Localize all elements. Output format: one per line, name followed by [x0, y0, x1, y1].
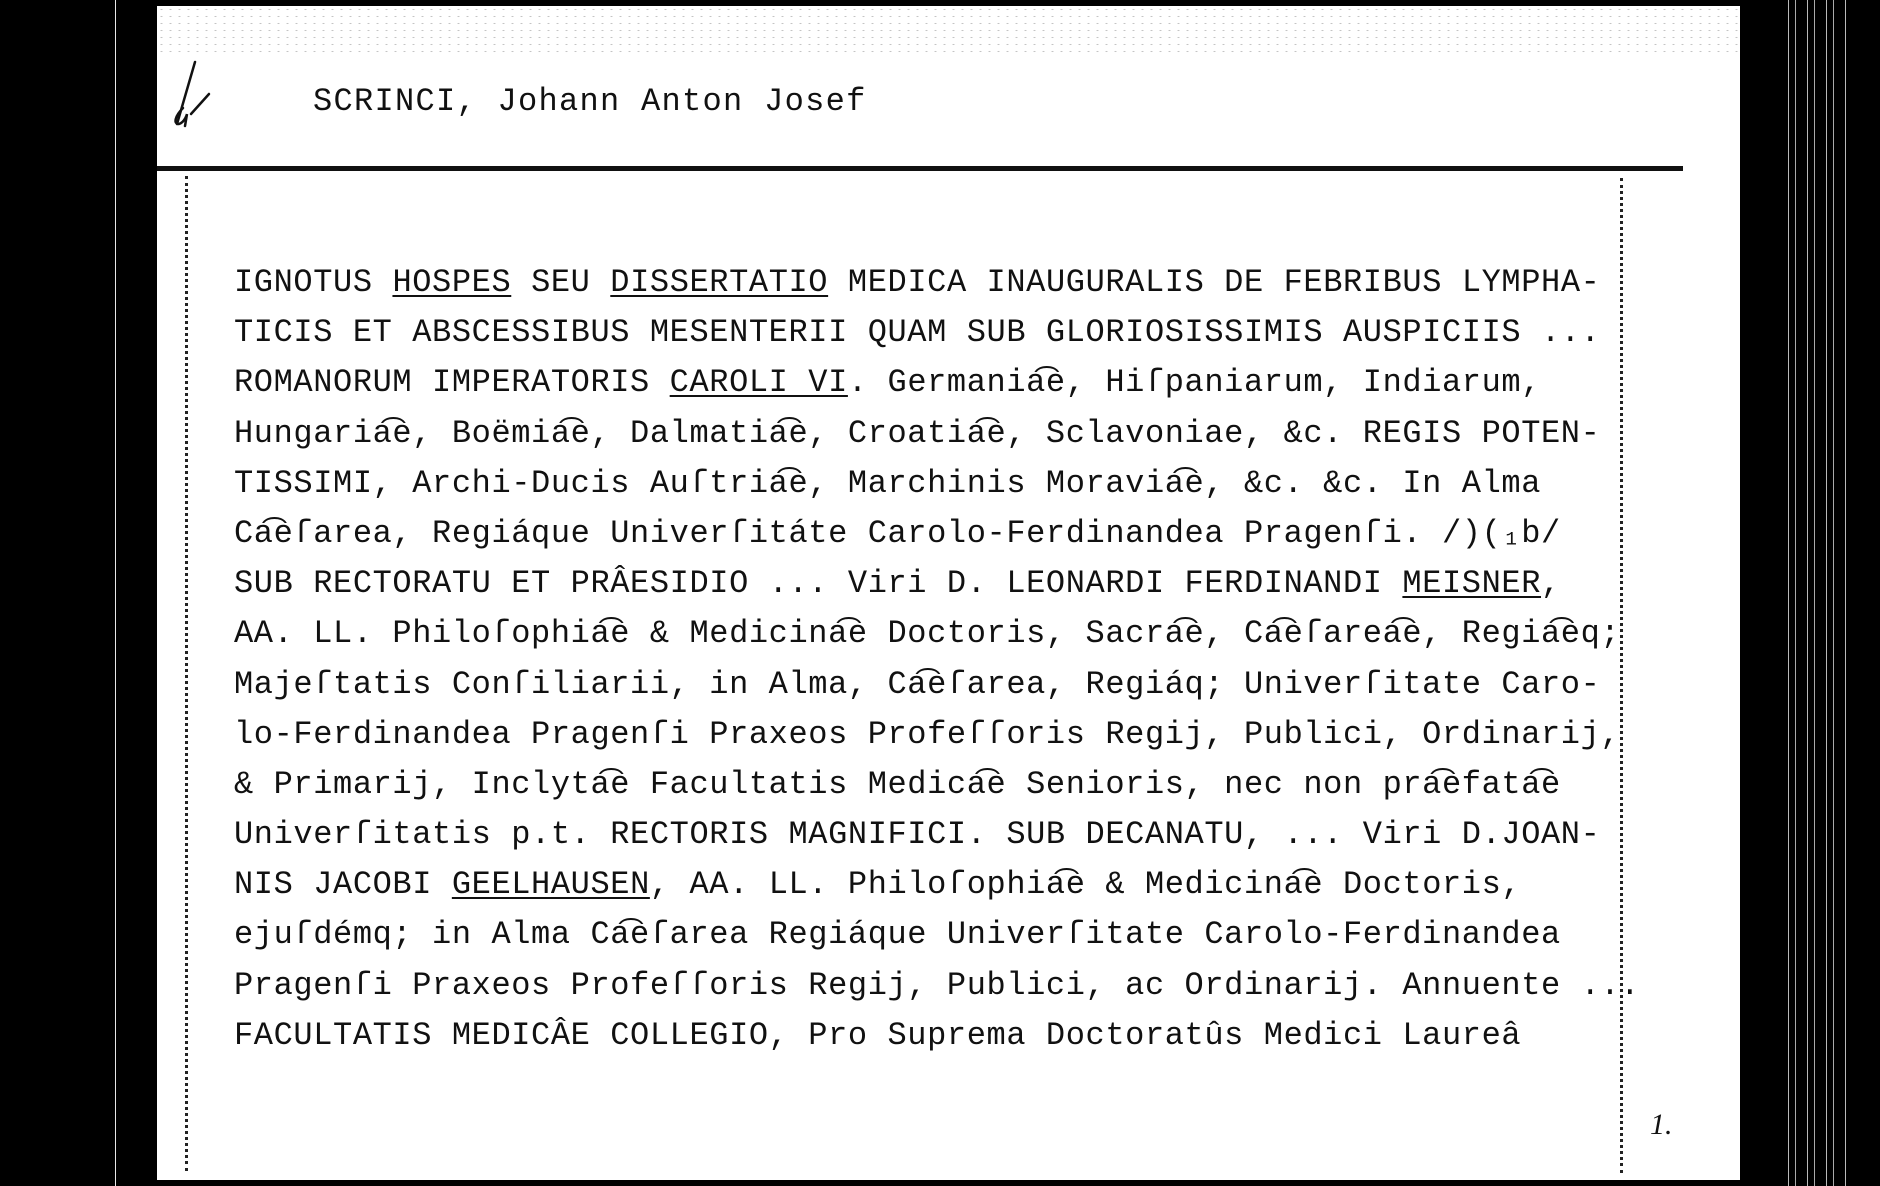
- scan-edge-strip: [1782, 0, 1852, 1186]
- text-segment: FACULTATIS MEDICÂE COLLEGIO, Pro Suprema Doctoratûs Medici Laureâ: [234, 1016, 1522, 1054]
- text-segment: IGNOTUS: [234, 264, 393, 301]
- text-segment: ROMANORUM IMPERATORIS: [234, 364, 670, 402]
- header-rule: [157, 166, 1683, 171]
- text-segment: ejuſdémq; in Alma Ca͡eſarea Regiáque Univerſitate Carolo-Ferdinandea: [234, 916, 1561, 954]
- text-line: [234, 1011, 1654, 1061]
- text-segment: TISSIMI, Archi-Ducis Auſtria͡e, Marchinis Moravia͡e, &c. &c. In Alma: [234, 464, 1542, 502]
- text-line: [234, 358, 1654, 408]
- text-segment: Univerſitatis p.t. RECTORIS MAGNIFICI. SUB DECANATU, ... Viri D.JOAN-: [234, 816, 1601, 854]
- text-line: [234, 258, 1654, 308]
- text-segment: Pragenſi Praxeos Profeſſoris Regij, Publici, ac Ordinarij. Annuente ...: [234, 966, 1641, 1004]
- underlined-term: GEELHAUSEN: [451, 866, 650, 904]
- text-line: [234, 810, 1654, 860]
- text-line: [234, 459, 1654, 509]
- text-segment: AA. LL. Philoſophia͡e & Medicina͡e Doctoris, Sacra͡e, Ca͡eſarea͡e, Regia͡eq;: [234, 615, 1621, 653]
- text-line: [234, 961, 1654, 1011]
- text-line: [234, 409, 1654, 459]
- text-segment: SEU: [511, 264, 611, 301]
- text-line: [234, 660, 1654, 710]
- page-number: 1.: [1650, 1108, 1673, 1141]
- text-line: [234, 609, 1654, 659]
- title-transcription: [234, 258, 1654, 1061]
- underlined-term: HOSPES: [392, 264, 512, 301]
- text-segment: Ca͡eſarea, Regiáque Univerſitáte Carolo-Ferdinandea Pragenſi. /)(₁b/: [234, 514, 1561, 552]
- underlined-term: MEISNER: [1402, 565, 1542, 603]
- card-header-name: SCRINCI, Johann Anton Josef: [313, 83, 867, 120]
- text-line: [234, 910, 1654, 960]
- text-segment: . Germania͡e, Hiſpaniarum, Indiarum,: [847, 364, 1542, 402]
- text-segment: ,: [1541, 565, 1561, 603]
- text-line: [234, 760, 1654, 810]
- text-segment: Hungaria͡e, Boëmia͡e, Dalmatia͡e, Croatia͡e, Sclavoniae, &c. REGIS POTEN-: [234, 414, 1601, 452]
- text-line: [234, 559, 1654, 609]
- text-segment: & Primarij, Inclyta͡e Facultatis Medica͡e Senioris, nec non pra͡efata͡e: [234, 765, 1561, 803]
- underlined-term: DISSERTATIO: [610, 264, 829, 301]
- text-segment: lo-Ferdinandea Pragenſi Praxeos Profeſſoris Regij, Publici, Ordinarij,: [234, 715, 1621, 753]
- text-line: [234, 860, 1654, 910]
- scan-noise: [157, 6, 1740, 56]
- text-line: [234, 710, 1654, 760]
- left-margin-rule: [185, 176, 188, 1171]
- signature-mark: [165, 58, 215, 138]
- scan-edge-line: [115, 0, 116, 1186]
- catalog-card: [157, 6, 1740, 1180]
- text-line: [234, 308, 1654, 358]
- text-line: [234, 509, 1654, 559]
- text-segment: TICIS ET ABSCESSIBUS MESENTERII QUAM SUB GLORIOSISSIMIS AUSPICIIS ...: [234, 314, 1601, 352]
- underlined-term: CAROLI VI: [669, 364, 848, 402]
- text-segment: MEDICA INAUGURALIS DE FEBRIBUS LYMPHA-: [828, 264, 1601, 301]
- text-segment: SUB RECTORATU ET PRÂESIDIO ... Viri D. LEONARDI FERDINANDI: [234, 565, 1403, 603]
- text-segment: NIS JACOBI: [234, 866, 452, 904]
- text-segment: Majeſtatis Conſiliarii, in Alma, Ca͡eſarea, Regiáq; Univerſitate Caro-: [234, 665, 1601, 703]
- text-segment: , AA. LL. Philoſophia͡e & Medicina͡e Doctoris,: [649, 866, 1522, 904]
